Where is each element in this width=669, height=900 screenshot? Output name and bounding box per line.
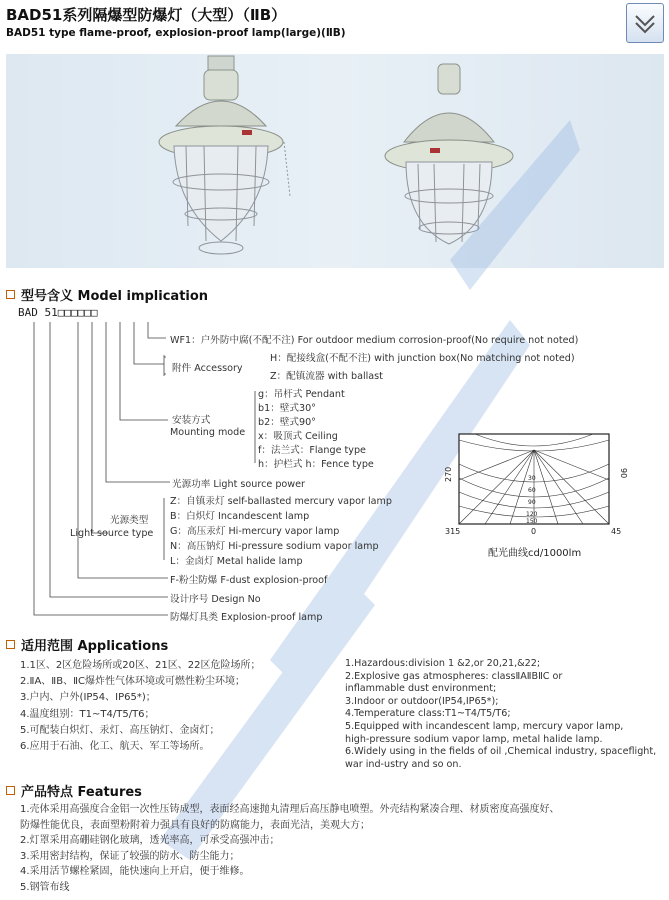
list-item: 1.壳体采用高强度合金铝一次性压铸成型，表面经高速抛丸清理后高压静电喷塑。外壳结构紧凑合理、材质密度高强度好、 [20, 804, 560, 815]
light-distribution-chart [444, 420, 628, 550]
applications-en-list [345, 658, 656, 771]
bullet-square-icon [6, 640, 15, 649]
list-item: 5.钢管布线 [20, 881, 70, 893]
model-code: BAD 51□□□□□□ [18, 306, 98, 319]
list-item: 4.Temperature class:T1~T4/T5/T6; [345, 708, 511, 720]
wf1-text: WF1：户外防中腐(不配不注) For outdoor medium corrosion-proof(No require not noted) [170, 335, 579, 346]
polar-label-br: 45 [611, 527, 622, 536]
list-item: 4.温度组别：T1~T4/T5/T6； [20, 708, 155, 720]
page-subtitle: BAD51 type flame-proof, explosion-proof lamp(large)(ⅡB) [6, 27, 346, 39]
polar-caption: 配光曲线cd/1000lm [488, 548, 582, 559]
list-item: 1.Hazardous:division 1 &2,or 20,21,&22; [345, 658, 541, 669]
accessory-label: 附件 Accessory [172, 363, 243, 374]
mount-cn: 安装方式 [172, 415, 211, 426]
applications-cn-list [20, 658, 260, 755]
list-item: 4.采用活节螺栓紧固，能快速向上开启，便于维修。 [20, 866, 250, 877]
power-text: 光源功率 Light source power [172, 479, 305, 490]
f-text: f：法兰式：Flange type [258, 445, 366, 456]
polar-ring-150: 150 [526, 518, 538, 525]
polar-ring-120: 120 [526, 511, 538, 518]
polar-label-bl: 315 [445, 527, 461, 536]
polar-ring-30: 30 [528, 475, 536, 482]
polar-label-right: 90 [619, 468, 628, 479]
class-text: 防爆灯具类 Explosion-proof lamp [170, 612, 323, 623]
list-item: 3.户内、户外(IP54、IP65*)； [20, 692, 156, 704]
polar-label-left: 270 [444, 466, 453, 482]
list-item: 5.Equipped with incandescent lamp, mercury vapor lamp, [345, 720, 624, 732]
list-item: 防爆性能优良，表面塑粉附着力强具有良好的防腐能力，表面光洁，美观大方； [20, 819, 370, 831]
list-item: 2.灯罩采用高硼硅钢化玻璃，透光率高，可承受高强冲击； [20, 835, 280, 846]
list-item: 2.Explosive gas atmospheres: classⅡAⅡBⅡC or [345, 670, 563, 682]
polar-ring-90: 90 [528, 499, 536, 506]
lb-text: B：白炽灯 Incandescent lamp [170, 511, 310, 522]
h-text: H：配接线盒(不配不注) with junction box(No matching not noted) [270, 353, 575, 364]
list-item: 1.1区、2区危险场所或20区、21区、22区危险场所； [20, 660, 261, 671]
ll-text: L：金卤灯 Metal halide lamp [170, 556, 303, 567]
list-item: 5.可配装白炽灯、汞灯、高压钠灯、金卤灯； [20, 724, 220, 736]
ln-text: N：高压钠灯 Hi-pressure sodium vapor lamp [170, 541, 379, 552]
polar-ring-60: 60 [528, 487, 536, 494]
model-heading: 型号含义 Model implication [6, 285, 208, 304]
list-item: inflammable dust environment; [345, 683, 497, 695]
b2-text: b2：壁式90° [258, 417, 316, 428]
hf-text: h：护栏式 h：Fence type [258, 459, 374, 470]
list-item: 3.采用密封结构，保证了较强的防水、防尘能力； [20, 850, 240, 862]
applications-heading: 适用范围 Applications [6, 635, 168, 654]
light-source-cn: 光源类型 [110, 515, 149, 526]
list-item: 2.ⅡA、ⅡB、ⅡC爆炸性气体环境或可燃性粉尘环境； [20, 676, 245, 688]
list-item: 6.应用于石油、化工、航天、军工等场所。 [20, 741, 210, 753]
lg-text: G：高压汞灯 Hi-mercury vapor lamp [170, 526, 340, 537]
x-text: x：吸顶式 Ceiling [258, 431, 338, 442]
design-text: 设计序号 Design No [170, 594, 261, 605]
features-heading: 产品特点 Features [6, 781, 142, 800]
b1-text: b1：壁式30° [258, 403, 316, 414]
bullet-square-icon [6, 786, 15, 795]
z-text: Z：配镇流器 with ballast [270, 371, 383, 382]
fdust-text: F-粉尘防爆 F-dust explosion-proof [170, 575, 328, 586]
light-source-en: Light source type [70, 528, 154, 539]
mount-en: Mounting mode [170, 427, 246, 438]
g-text: g：吊杆式 Pendant [258, 389, 345, 400]
features-list [20, 802, 560, 895]
list-item: high-pressure sodium vapor lamp, metal halide lamp. [345, 733, 603, 745]
page-title: BAD51系列隔爆型防爆灯（大型）（ⅡB） [6, 6, 287, 24]
polar-label-b0: 0 [531, 527, 537, 536]
list-item: war ind-ustry and so on. [345, 758, 462, 770]
lz-text: Z：自镇汞灯 self-ballasted mercury vapor lamp [170, 496, 392, 507]
list-item: 6.Widely using in the fields of oil ,Chemical industry, spaceflight, [345, 746, 657, 758]
list-item: 3.Indoor or outdoor(IP54,IP65*); [345, 695, 499, 707]
